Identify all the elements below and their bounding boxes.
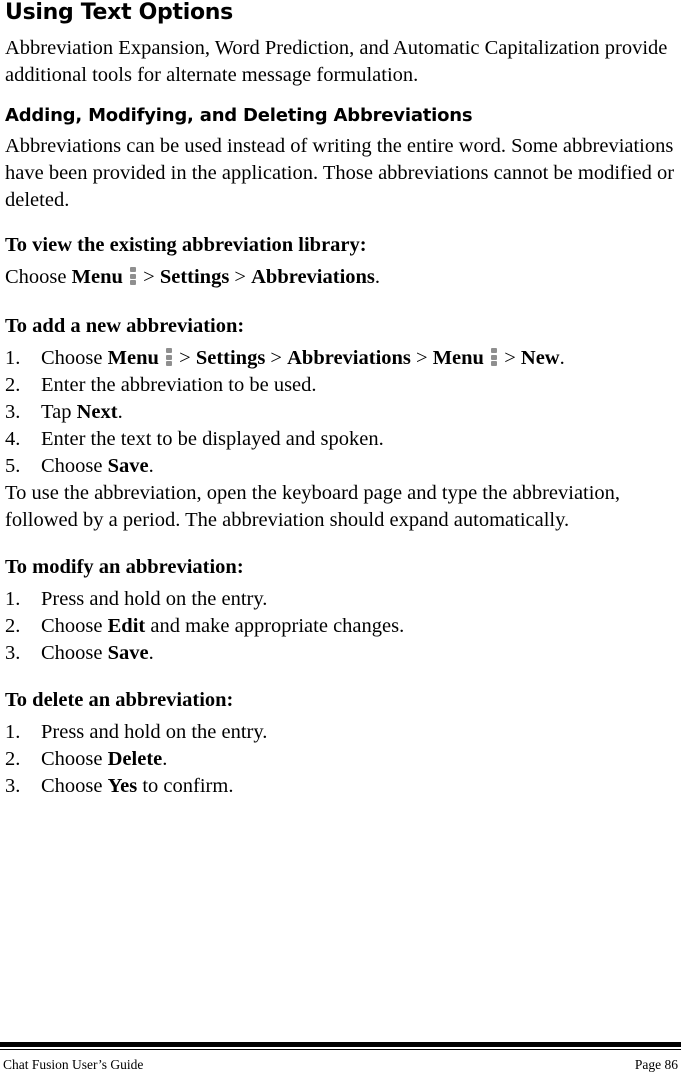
list-item: 3. Choose Yes to confirm. — [5, 775, 234, 797]
list-item: 1. Choose Menu > Settings > Abbreviations > Menu > New. — [5, 347, 565, 369]
list-item: 3. Choose Save. — [5, 642, 154, 664]
settings-label: Settings — [159, 266, 230, 288]
list-item: 2. Choose Delete. — [5, 748, 168, 770]
add-steps — [5, 345, 677, 480]
list-item: 4. Enter the text to be displayed and spoken. — [5, 428, 384, 450]
list-item: 1. Press and hold on the entry. — [5, 588, 268, 610]
modify-steps — [5, 586, 677, 667]
menu-dots-icon — [130, 267, 136, 285]
intro-paragraph: Abbreviation Expansion, Word Prediction, and Automatic Capitalization provide additional tools for alternate message formulation. — [5, 37, 668, 86]
list-item: 2. Choose Edit and make appropriate changes. — [5, 615, 405, 637]
add-heading: To add a new abbreviation: — [5, 315, 245, 337]
delete-steps — [5, 719, 677, 800]
footer-divider — [0, 1042, 681, 1047]
section-heading: Adding, Modifying, and Deleting Abbreviations — [5, 105, 473, 126]
view-instruction: Choose Menu > Settings > Abbreviations. — [5, 266, 381, 288]
footer-guide-title: Chat Fusion User’s Guide — [3, 1057, 144, 1072]
list-item: 1. Press and hold on the entry. — [5, 721, 268, 743]
list-item: 3. Tap Next. — [5, 401, 123, 423]
abbreviations-label: Abbreviations — [251, 266, 375, 288]
menu-dots-icon — [166, 348, 172, 366]
page-title: Using Text Options — [5, 0, 233, 25]
delete-heading: To delete an abbreviation: — [5, 689, 234, 711]
view-heading: To view the existing abbreviation library: — [5, 234, 367, 256]
menu-dots-icon — [491, 348, 497, 366]
list-item: 5. Choose Save. — [5, 455, 154, 477]
section-description: Abbreviations can be used instead of writing the entire word. Some abbreviations have been provided in the application. Those abbreviations cannot be modified or deleted. — [5, 135, 675, 211]
add-note: To use the abbreviation, open the keyboard page and type the abbreviation, followed by a period. The abbreviation should expand automatically. — [5, 482, 621, 531]
menu-label: Menu — [71, 266, 123, 288]
footer-page-number: Page 86 — [634, 1057, 678, 1072]
document-page — [5, 0, 677, 800]
page-footer — [0, 1042, 681, 1073]
modify-heading: To modify an abbreviation: — [5, 556, 244, 578]
list-item: 2. Enter the abbreviation to be used. — [5, 374, 317, 396]
